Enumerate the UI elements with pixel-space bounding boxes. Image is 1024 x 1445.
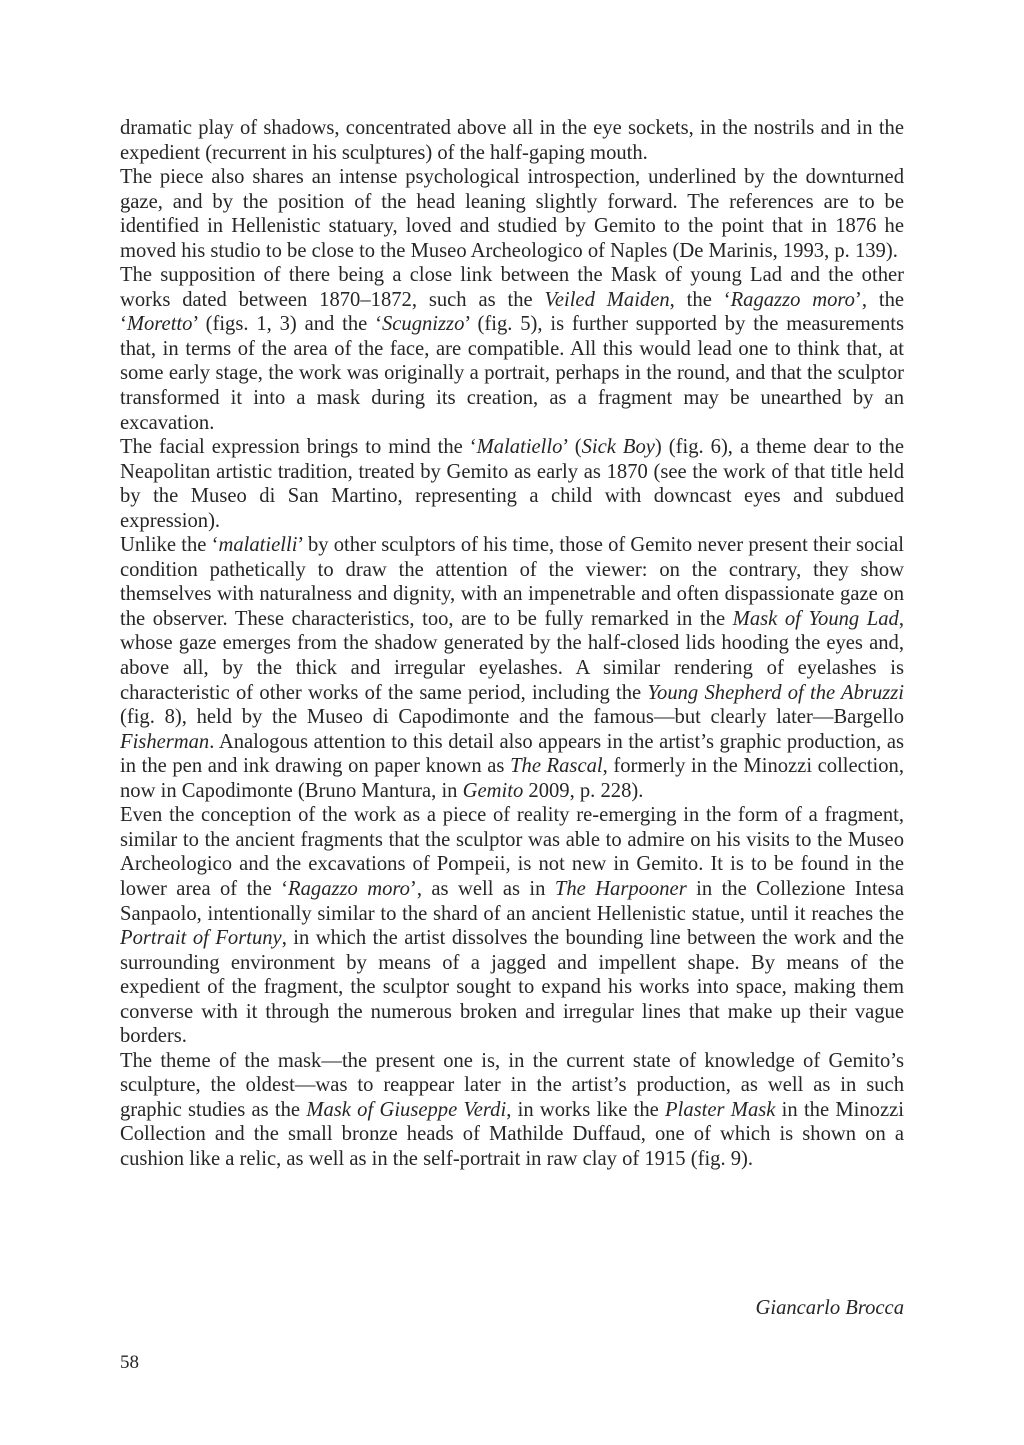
- page-number: 58: [120, 1352, 139, 1373]
- paragraph: [120, 263, 904, 435]
- italic-title: Scugnizzo: [381, 313, 465, 336]
- italic-title: Sick Boy: [581, 436, 655, 459]
- text-run: The piece also shares an intense psychological introspection, underlined by the downturned gaze, and by the position of the head leaning slightly forward. The references are to be identified in Hellenistic statuary, loved and studied by Gemito to the point that in 1876 he moved his studio to be close to the Museo Archeologico of Naples (De Marinis, 1993, p. 139).: [120, 166, 904, 262]
- text-run: in the Collezione Intesa Sanpaolo, intentionally similar to the shard of an ancient Hellenistic statue, until it reaches the: [120, 877, 904, 925]
- italic-title: Ragazzo moro: [730, 288, 855, 311]
- text-run: in the Minozzi Collection and the small bronze heads of Mathilde Duffaud, one of which is shown on a cushion like a relic, as well as in the self-portrait in raw clay of 1915 (fig. 9).: [120, 1098, 904, 1170]
- text-run: dramatic play of shadows, concentrated above all in the eye sockets, in the nostrils and in the expedient (recurrent in his sculptures) of the half-gaping mouth.: [120, 117, 904, 164]
- text-run: , in works like the: [506, 1098, 666, 1121]
- text-run: The theme of the mask—the present one is, in the current state of knowledge of Gemito’s sculpture, the oldest—was to reappear later in the artist’s production, as well as in such graphic studies as the: [120, 1049, 904, 1121]
- text-run: The supposition of there being a close link between the Mask of young Lad and the other works dated between 1870–1872, such as the: [120, 264, 904, 311]
- text-run: The facial expression brings to mind the ‘: [120, 436, 477, 459]
- text-run: . Analogous attention to this detail also appears in the artist’s graphic production, as in the pen and ink drawing on paper known as: [120, 730, 904, 778]
- text-run: 2009, p. 228).: [523, 779, 644, 802]
- italic-title: Mask of Young Lad: [732, 607, 899, 630]
- text-run: Unlike the ‘: [120, 534, 219, 557]
- paragraph: [120, 533, 904, 803]
- text-run: ’ (fig. 5), is further supported by the measurements that, in terms of the area of the face, are compatible. All this would lead one to think that, at some early stage, the work was originally a portrait, perhaps in the round, and that the sculptor transformed it into a mask during its creation, as a fragment may be unearthed by an excavation.: [120, 313, 905, 434]
- text-run: , whose gaze emerges from the shadow generated by the half-closed lids hooding the eyes and, above all, by the thick and irregular eyelashes. A similar rendering of eyelashes is characteristic of other works of the same period, including the: [120, 607, 904, 704]
- italic-title: The Rascal: [510, 755, 603, 778]
- text-run: , formerly in the Minozzi collection, now in Capodimonte (Bruno Mantura, in: [120, 755, 904, 802]
- text-run: ’, as well as in: [409, 877, 555, 900]
- italic-title: Portrait of Fortuny: [120, 927, 282, 950]
- author-signature: Giancarlo Brocca: [755, 1297, 904, 1319]
- italic-title: Malatiello: [476, 436, 563, 459]
- paragraph: [120, 803, 904, 1048]
- text-run: ) (fig. 6), a theme dear to the Neapolitan artistic tradition, treated by Gemito as early as 1870 (see the work of that title held by the Museo di San Martino, representing a child with downcast eyes and subdued expression).: [120, 436, 904, 532]
- article-body: [120, 116, 904, 1172]
- text-run: ’, the ‘: [120, 288, 905, 336]
- text-run: ’ (figs. 1, 3) and the ‘: [192, 313, 382, 336]
- text-run: (fig. 8), held by the Museo di Capodimonte and the famous—but clearly later—Bargello: [120, 706, 904, 729]
- text-run: ’ (: [562, 436, 582, 459]
- text-run: Even the conception of the work as a piece of reality re-emerging in the form of a fragment, similar to the ancient fragments that the sculptor was able to admire on his visits to the Museo Archeologico and the excavations of Pompeii, is not new in Gemito. It is to be found in the lower area of the ‘: [120, 804, 904, 900]
- paragraph: [120, 165, 904, 263]
- italic-title: malatielli: [218, 534, 298, 557]
- paragraph: [120, 116, 904, 165]
- italic-title: Gemito: [462, 779, 524, 802]
- italic-title: Mask of Giuseppe Verdi: [306, 1098, 507, 1121]
- italic-title: Moretto: [126, 313, 193, 336]
- text-run: ’ by other sculptors of his time, those of Gemito never present their social condition pathetically to draw the attention of the viewer: on the contrary, they show themselves with naturalness and dignity, with an impenetrable and often dispassionate gaze on the observer. These characteristics, too, are to be fully remarked in the: [120, 534, 904, 630]
- italic-title: Fisherman: [120, 730, 210, 753]
- italic-title: Young Shepherd of the Abruzzi: [647, 681, 904, 704]
- italic-title: The Harpooner: [554, 877, 687, 900]
- italic-title: Plaster Mask: [665, 1098, 776, 1121]
- text-run: , in which the artist dissolves the bounding line between the work and the surrounding environment by means of a jagged and impellent shape. By means of the expedient of the fragment, the sculptor sought to expand his works into space, making them converse with it through the numerous broken and irregular lines that make up their vague borders.: [120, 927, 905, 1048]
- paragraph: [120, 1049, 904, 1172]
- paragraph: [120, 435, 904, 533]
- italic-title: Veiled Maiden: [544, 288, 670, 311]
- text-run: , the ‘: [669, 288, 731, 311]
- italic-title: Ragazzo moro: [288, 877, 410, 900]
